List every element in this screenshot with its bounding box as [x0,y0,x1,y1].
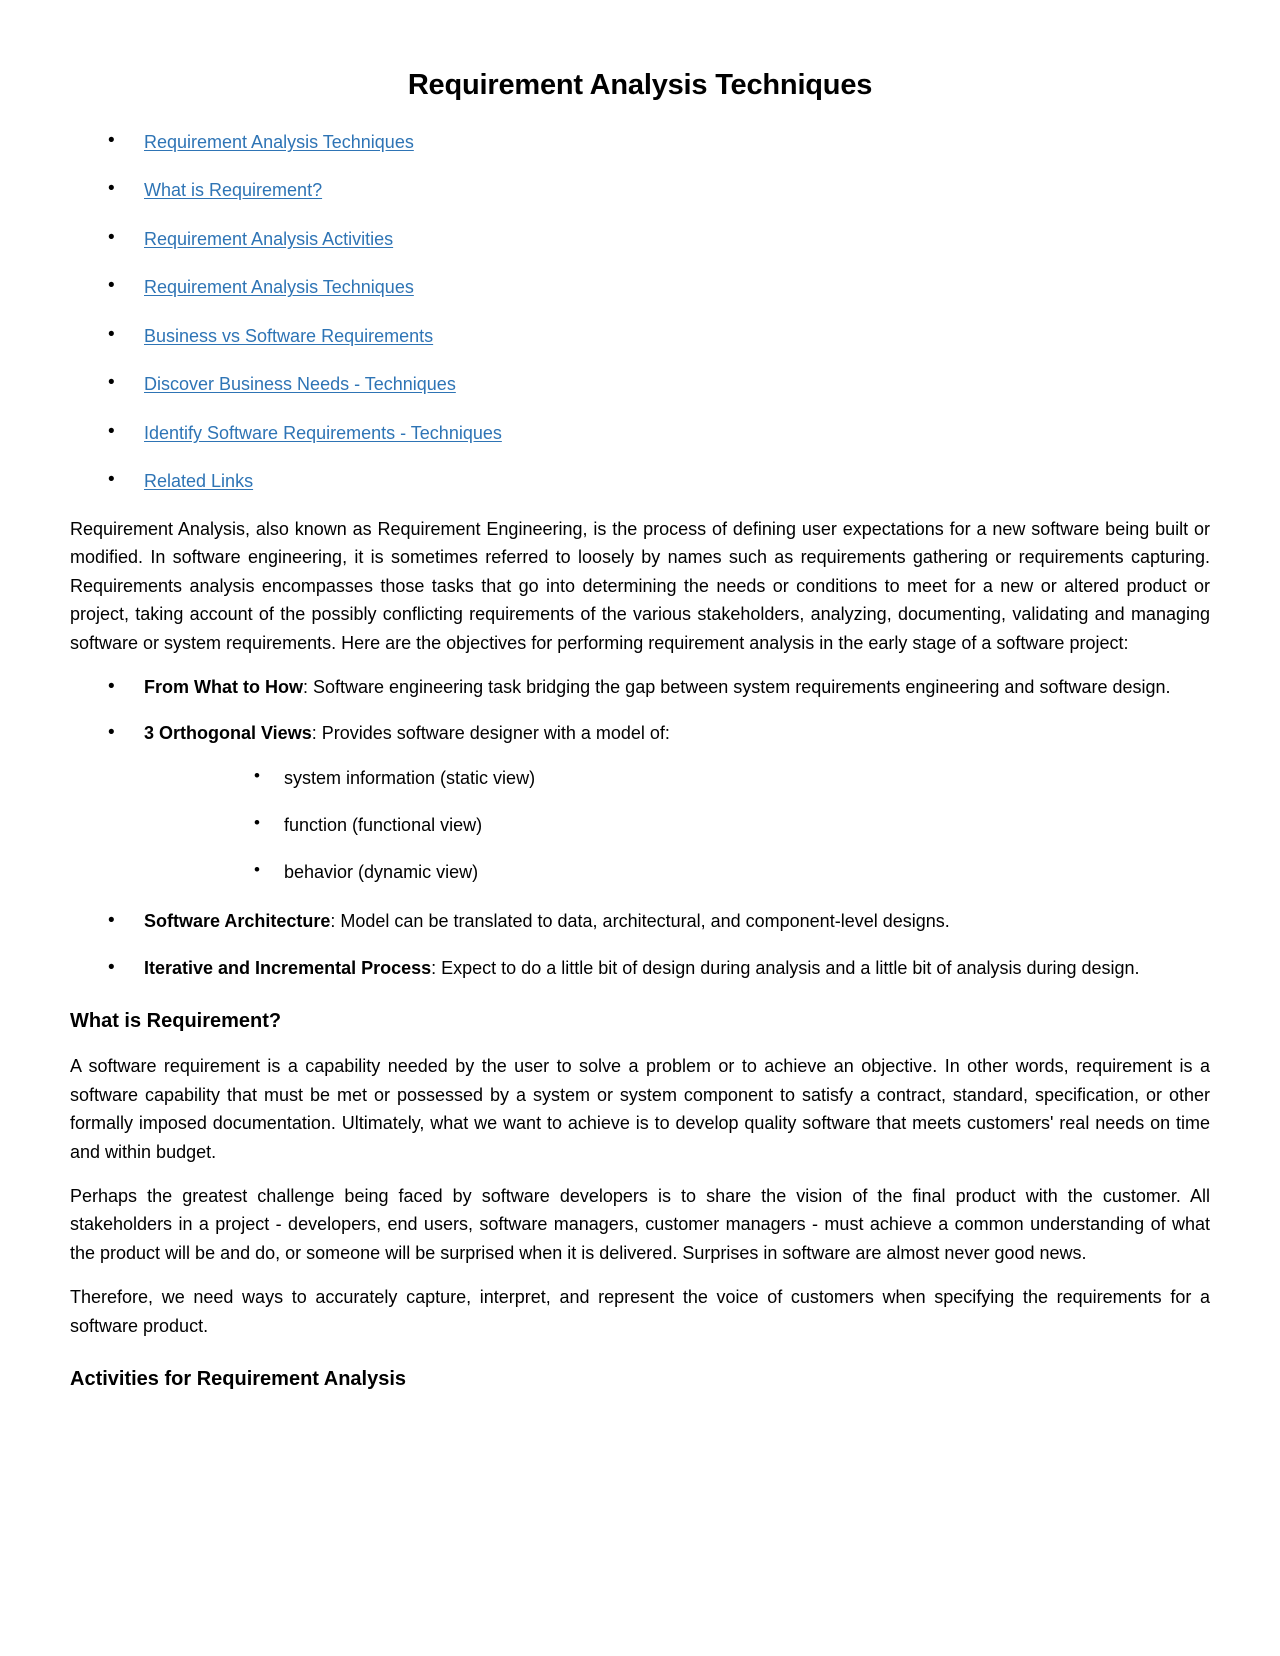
list-item [70,373,1210,396]
list-item [70,954,1210,982]
list-item [70,131,1210,154]
objective-term: Software Architecture [144,911,331,932]
objective-description: : Provides software designer with a model of: [311,723,670,744]
list-item [70,673,1210,701]
list-item: • system information (static view) [144,766,1210,791]
section-heading-activities: Activities for Requirement Analysis [70,1368,407,1391]
toc-link-discover-business-needs[interactable]: Discover Business Needs - Techniques [144,374,456,395]
objective-description: : Software engineering task bridging the gap between system requirements engineering and software design. [302,676,1171,697]
list-item [70,907,1210,935]
section-heading-what-is-requirement: What is Requirement? [70,1010,282,1033]
list-item [70,276,1210,299]
objective-description: : Model can be translated to data, architectural, and component-level designs. [330,911,950,932]
list-item [70,179,1210,202]
list-item [70,325,1210,348]
list-item [70,719,1210,885]
what-is-requirement-paragraph-3: Therefore, we need ways to accurately capture, interpret, and represent the voice of customers when specifying the requirements for a software product. [70,1287,1210,1336]
toc-link-identify-software-requirements[interactable]: Identify Software Requirements - Techniques [144,422,502,443]
toc-link-requirement-analysis-techniques-2[interactable]: Requirement Analysis Techniques [144,277,414,298]
what-is-requirement-paragraph-2: Perhaps the greatest challenge being faced by software developers is to share the vision of the final product with the customer. All stakeholders in a project - developers, end users, software managers, customer managers - must achieve a common understanding of what the product will be and do, or someone will be surprised when it is delivered. Surprises in software are almost never good news. [70,1186,1210,1263]
toc-link-related-links[interactable]: Related Links [144,471,254,492]
objective-description: : Expect to do a little bit of design during analysis and a little bit of analysis during design. [431,957,1140,978]
toc-link-business-vs-software-requirements[interactable]: Business vs Software Requirements [144,325,434,346]
orthogonal-views-sublist [144,766,1210,886]
table-of-contents [70,131,1210,493]
intro-paragraph: Requirement Analysis, also known as Requirement Engineering, is the process of defining user expectations for a new software being built or modified. In software engineering, it is sometimes referred to loosely by names such as requirements gathering or requirements capturing. Requirements analysis encompasses those tasks that go into determining the needs or conditions to meet for a new or altered product or project, taking account of the possibly conflicting requirements of the various stakeholders, analyzing, documenting, validating and managing software or system requirements. Here are the objectives for performing requirement analysis in the early stage of a software project: [70,518,1210,653]
list-item [70,422,1210,445]
toc-link-what-is-requirement[interactable]: What is Requirement? [144,180,323,201]
list-item: • behavior (dynamic view) [144,860,1210,885]
objective-term: Iterative and Incremental Process [144,957,432,978]
objectives-list [70,673,1210,982]
objective-term: 3 Orthogonal Views [144,723,312,744]
objective-term: From What to How [144,676,303,697]
list-item [70,228,1210,251]
page-title: Requirement Analysis Techniques [407,69,873,101]
list-item [70,470,1210,493]
list-item: • function (functional view) [144,813,1210,838]
what-is-requirement-paragraph-1: A software requirement is a capability needed by the user to solve a problem or to achieve an objective. In other words, requirement is a software capability that must be met or possessed by a system or system component to satisfy a contract, standard, specification, or other formally imposed documentation. Ultimately, what we want to achieve is to develop quality software that meets customers' real needs on time and within budget. [70,1056,1210,1162]
toc-link-requirement-analysis-activities[interactable]: Requirement Analysis Activities [144,228,394,249]
toc-link-requirement-analysis-techniques[interactable]: Requirement Analysis Techniques [144,131,414,152]
